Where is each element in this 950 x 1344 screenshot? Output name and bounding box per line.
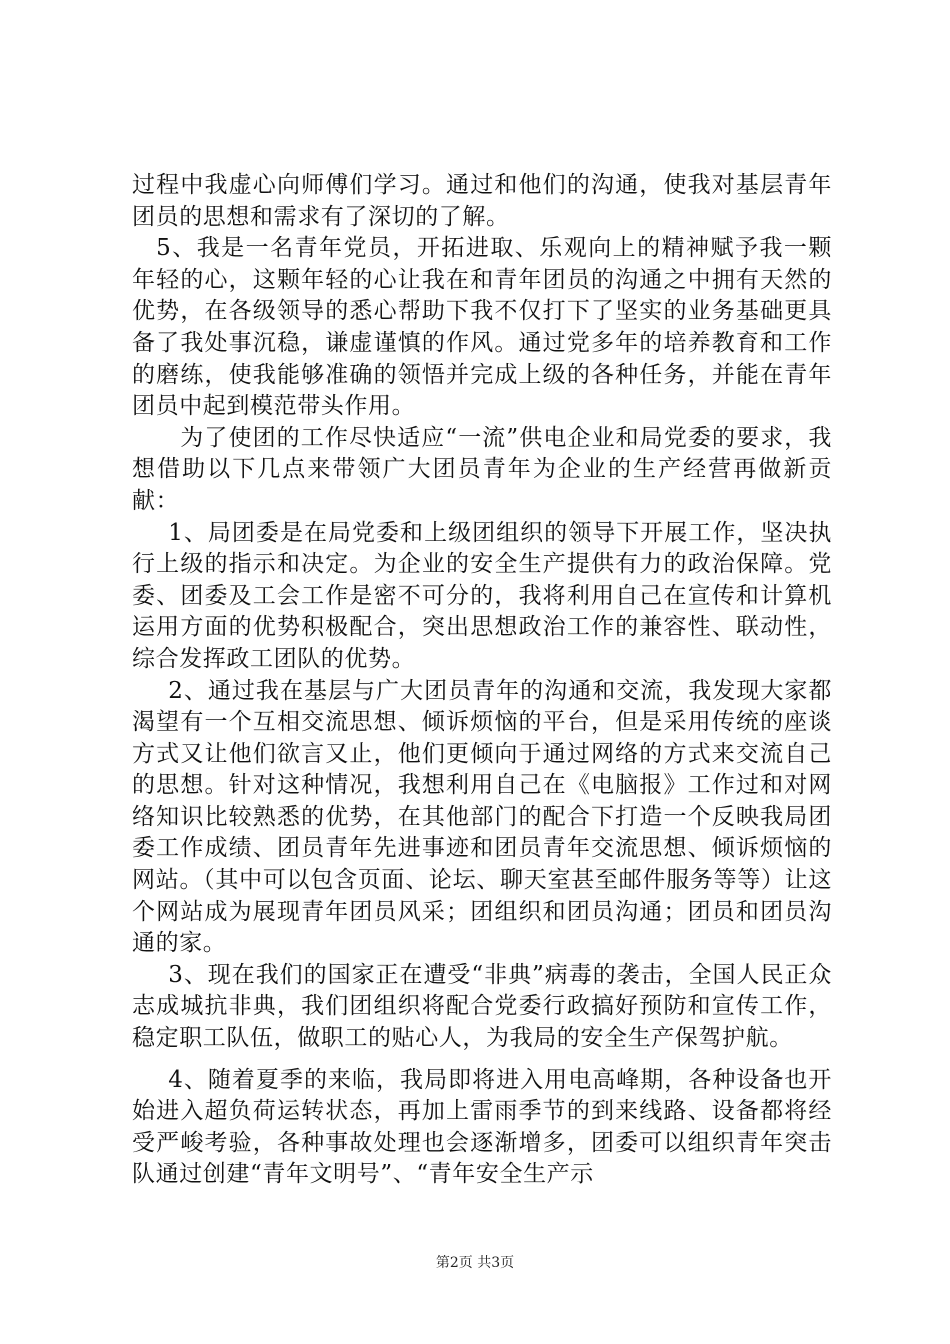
document-body bbox=[132, 170, 832, 1191]
paragraph-1: 过程中我虚心向师傅们学习。通过和他们的沟通，使我对基层青年团员的思想和需求有了深切的了解。 bbox=[132, 172, 832, 230]
paragraph-7: 4、随着夏季的来临，我局即将进入用电高峰期，各种设备也开始进入超负荷运转状态，再加上雷雨季节的到来线路、设备都将经受严峻考验，各种事故处理也会逐渐增多，团委可以组织青年突击队通过创建“青年文明号”、“青年安全生产示 bbox=[132, 1066, 832, 1188]
paragraph-4: 1、局团委是在局党委和上级团组织的领导下开展工作，坚决执行上级的指示和决定。为企业的安全生产提供有力的政治保障。党委、团委及工会工作是密不可分的，我将利用自己在宣传和计算机运用方面的优势积极配合，突出思想政治工作的兼容性、联动性，综合发挥政工团队的优势。 bbox=[132, 519, 832, 672]
page-number-footer: 第2页 共3页 bbox=[435, 1255, 515, 1271]
paragraph-2: 5、我是一名青年党员，开拓进取、乐观向上的精神赋予我一颗年轻的心，这颗年轻的心让我在和青年团员的沟通之中拥有天然的优势，在各级领导的悉心帮助下我不仅打下了坚实的业务基础更具备了我处事沉稳，谦虚谨慎的作风。通过党多年的培养教育和工作的磨练，使我能够准确的领悟并完成上级的各种任务，并能在青年团员中起到模范带头作用。 bbox=[132, 235, 832, 420]
paragraph-6: 3、现在我们的国家正在遭受“非典”病毒的袭击，全国人民正众志成城抗非典，我们团组织将配合党委行政搞好预防和宣传工作，稳定职工队伍，做职工的贴心人，为我局的安全生产保驾护航。 bbox=[132, 961, 832, 1052]
paragraph-5: 2、通过我在基层与广大团员青年的沟通和交流，我发现大家都渴望有一个互相交流思想、倾诉烦恼的平台，但是采用传统的座谈方式又让他们欲言又止，他们更倾向于通过网络的方式来交流自己的思想。针对这种情况，我想利用自己在《电脑报》工作过和对网络知识比较熟悉的优势，在其他部门的配合下打造一个反映我局团委工作成绩、团员青年先进事迹和团员青年交流思想、倾诉烦恼的网站。（其中可以包含页面、论坛、聊天室甚至邮件服务等等）让这个网站成为展现青年团员风采；团组织和团员沟通；团员和团员沟通的家。 bbox=[132, 677, 832, 957]
paragraph-3: 为了使团的工作尽快适应“一流”供电企业和局党委的要求，我想借助以下几点来带领广大团员青年为企业的生产经营再做新贡献： bbox=[132, 424, 832, 514]
